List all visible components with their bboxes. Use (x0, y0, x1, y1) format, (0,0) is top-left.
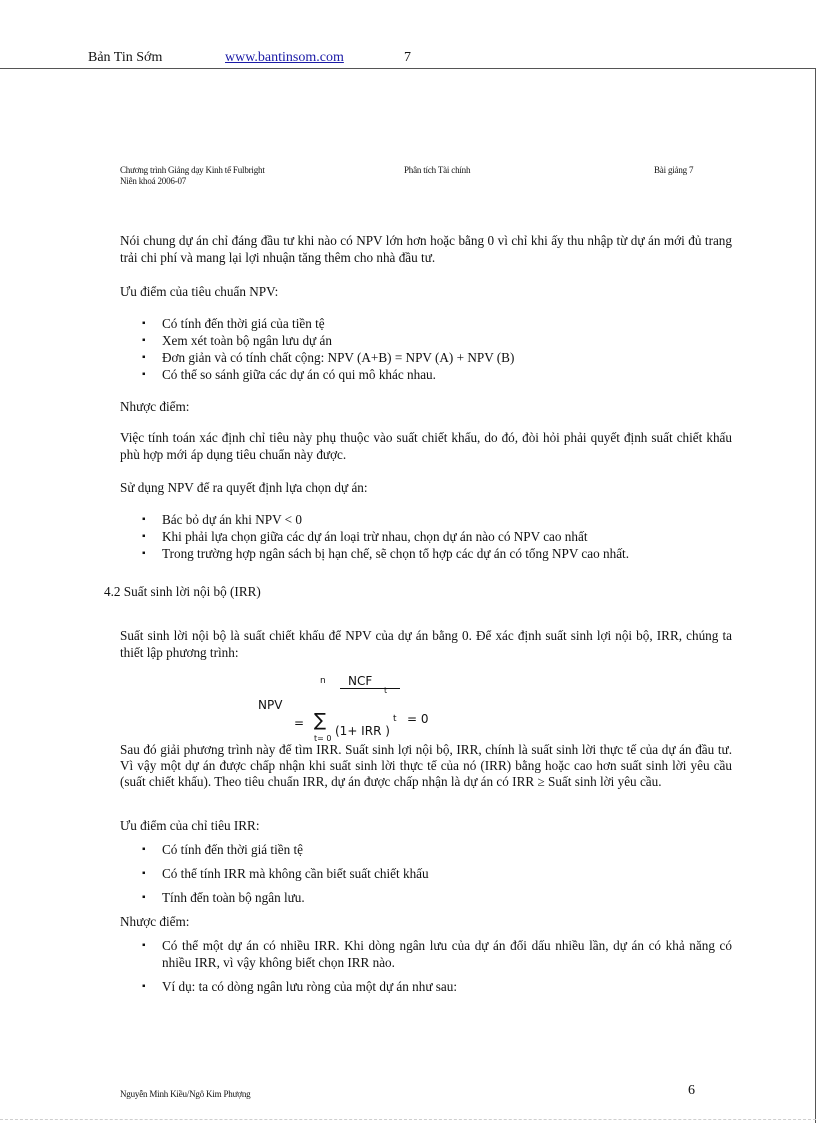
footer-authors: Nguyễn Minh Kiều/Ngô Kim Phượng (120, 1089, 251, 1099)
list-item: ▪ Khi phải lựa chọn giữa các dự án loại trừ nhau, chọn dự án nào có NPV cao nhất (140, 528, 730, 545)
formula-rhs: = 0 (407, 712, 429, 726)
course-lecture: Bài giảng 7 (654, 165, 694, 175)
formula-numerator: NCF (348, 674, 373, 688)
list-item: ▪ Có thể so sánh giữa các dự án có qui mô khác nhau. (140, 366, 730, 383)
formula-exponent: t (393, 714, 397, 724)
npv-disadvantages-paragraph: Việc tính toán xác định chỉ tiêu này phụ thuộc vào suất chiết khấu, do đó, đòi hỏi phải quyết định suất chiết khấu phù hợp mới áp dụng tiêu chuẩn này được. (120, 430, 732, 462)
irr-advantages-list (140, 841, 730, 913)
list-item: ▪ Tính đến toàn bộ ngân lưu. (140, 889, 730, 906)
list-item: ▪ Có thể tính IRR mà không cần biết suất chiết khấu (140, 865, 730, 882)
npv-usage-heading: Sử dụng NPV để ra quyết định lựa chọn dự án: (120, 480, 368, 495)
formula-denominator: (1+ IRR ) (335, 724, 390, 738)
header-number: 7 (404, 50, 411, 65)
npv-intro-paragraph: Nói chung dự án chỉ đáng đầu tư khi nào có NPV lớn hơn hoặc bằng 0 vì chỉ khi ấy thu nhập từ dự án mới đủ trang trải chi phí và mang lại lợi nhuận tăng thêm cho nhà đầu tư. (120, 233, 732, 265)
npv-irr-formula (258, 676, 458, 746)
irr-explanation-paragraph: Sau đó giải phương trình này để tìm IRR. Suất sinh lợi nội bộ, IRR, chính là suất sinh lời thực tế của dự án đầu tư. Vì vậy một dự án được chấp nhận khi suất sinh lời thực tế của nó (IRR) bằng hoặc cao hơn suất sinh lời yêu cầu (suất chiết khấu). Theo tiêu chuẩn IRR, dự án được chấp nhận là dự án có IRR ≥ Suất sinh lời yêu cầu. (120, 742, 732, 789)
formula-lhs: NPV (258, 698, 283, 712)
irr-disadvantages-heading: Nhược điểm: (120, 914, 190, 929)
page-top-header (0, 0, 816, 69)
list-item: ▪ Ví dụ: ta có dòng ngân lưu ròng của một dự án như sau: (140, 978, 732, 995)
course-subject: Phân tích Tài chính (404, 165, 471, 175)
section-title-irr: 4.2 Suất sinh lời nội bộ (IRR) (104, 584, 261, 599)
list-item: ▪ Có tính đến thời giá của tiền tệ (140, 315, 730, 332)
page-bottom-divider (0, 1119, 816, 1120)
site-url-link[interactable]: www.bantinsom.com (225, 50, 344, 65)
irr-advantages-heading: Ưu điểm của chỉ tiêu IRR: (120, 818, 260, 833)
course-program (120, 165, 265, 187)
npv-advantages-list (140, 315, 730, 383)
list-item: ▪ Trong trường hợp ngân sách bị hạn chế, sẽ chọn tổ hợp các dự án có tổng NPV cao nhất. (140, 545, 730, 562)
formula-equals: = (294, 716, 305, 730)
npv-usage-list (140, 511, 730, 562)
formula-upper-limit: n (320, 676, 326, 686)
npv-advantages-heading: Ưu điểm của tiêu chuẩn NPV: (120, 284, 279, 299)
formula-sigma: ∑ (314, 710, 327, 731)
formula-numerator-subscript: t (384, 686, 388, 695)
irr-disadvantages-list (140, 937, 732, 1002)
formula-fraction-bar (340, 688, 400, 689)
list-item: ▪ Có tính đến thời giá tiền tệ (140, 841, 730, 858)
list-item: ▪ Bác bỏ dự án khi NPV < 0 (140, 511, 730, 528)
course-program-name: Chương trình Giảng dạy Kinh tế Fulbright (120, 165, 265, 175)
list-item: ▪ Đơn giản và có tính chất cộng: NPV (A+B) = NPV (A) + NPV (B) (140, 349, 730, 366)
footer-page-number: 6 (688, 1083, 695, 1098)
npv-disadvantages-heading: Nhược điểm: (120, 399, 190, 414)
list-item: ▪ Có thể một dự án có nhiều IRR. Khi dòng ngân lưu của dự án đổi dấu nhiều lần, dự án có khả năng có nhiều IRR, vì vậy không biết chọn IRR nào. (140, 937, 732, 971)
site-name: Bản Tin Sớm (88, 50, 163, 65)
course-year: Niên khoá 2006-07 (120, 176, 187, 186)
list-item: ▪ Xem xét toàn bộ ngân lưu dự án (140, 332, 730, 349)
formula-lower-limit: t= 0 (314, 734, 332, 743)
irr-definition-paragraph: Suất sinh lời nội bộ là suất chiết khấu để NPV của dự án bằng 0. Để xác định suất sinh lợi nội bộ, IRR, chúng ta thiết lập phương trình: (120, 628, 732, 660)
